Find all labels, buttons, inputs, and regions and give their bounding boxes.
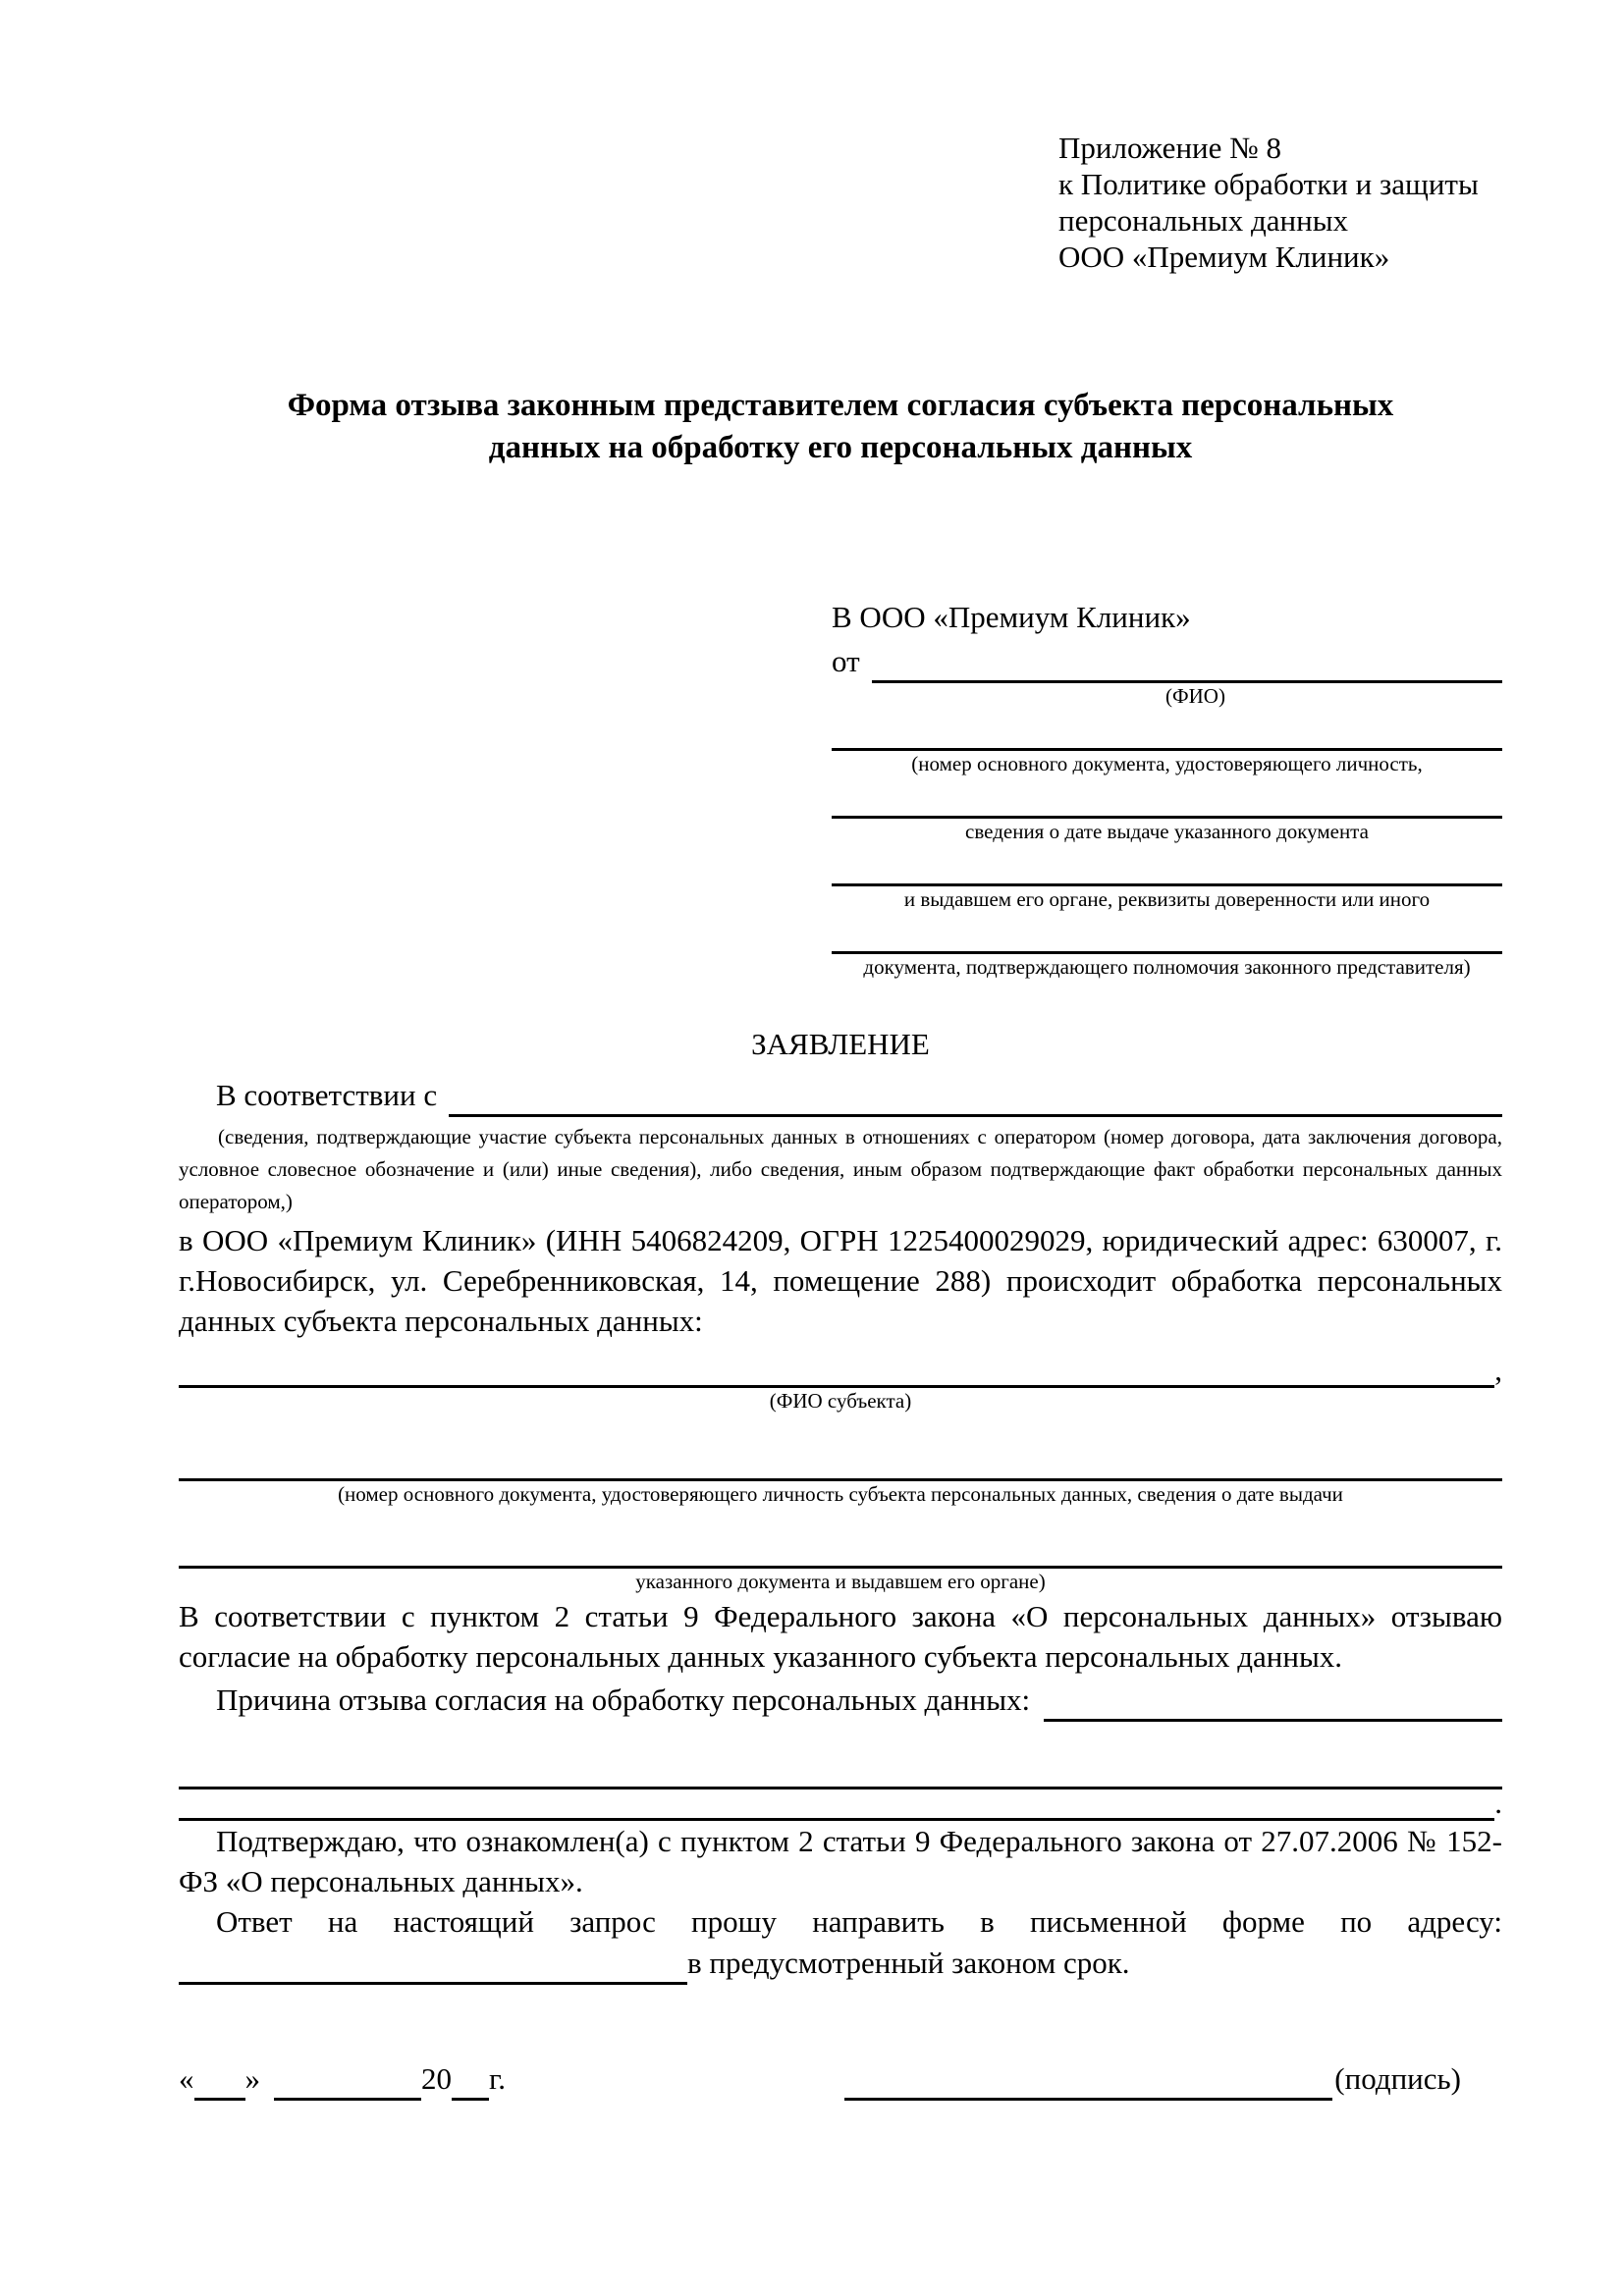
reason-blank-line-2 — [179, 1743, 1502, 1789]
addressee-to: В ООО «Премиум Клиник» — [832, 600, 1191, 634]
reason-row — [179, 1679, 1502, 1722]
reason-blank-line-3-row — [179, 1786, 1502, 1821]
intro-label: В соответствии с — [216, 1078, 438, 1112]
appendix-line-3: персональных данных — [1058, 203, 1349, 238]
representative-doc-blank-line-1 — [832, 724, 1502, 751]
date-year-prefix: 20 — [421, 2061, 452, 2096]
operator-paragraph: в ООО «Премиум Клиник» (ИНН 5406824209, ОГРН 1225400029029, юридический адрес: 630007, г. г.Новосибирск, ул. Серебренниковская, 14, помещение 288) происходит обработка персональных данных субъекта персональных данных: — [179, 1223, 1502, 1338]
signature-caption: (подпись) — [1334, 2061, 1461, 2096]
intro-caption: (сведения, подтверждающие участие субъекта персональных данных в отношениях с оператором (номер договора, дата заключения договора, условное словесное обозначение и (или) иные сведения), либо сведения, иным образом подтверждающие факт обработки персональных данных оператором,) — [179, 1125, 1502, 1213]
appendix-block — [1058, 130, 1502, 275]
representative-doc-caption-1: (номер основного документа, удостоверяющего личность, — [911, 752, 1423, 775]
intro-blank-line — [449, 1114, 1502, 1117]
subject-doc-caption-1: (номер основного документа, удостоверяющего личность субъекта персональных данных, сведения о дате выдачи — [338, 1482, 1343, 1506]
statement-heading: ЗАЯВЛЕНИЕ — [751, 1027, 930, 1061]
document-title: Форма отзыва законным представителем согласия субъекта персональных данных на обработку его персональных данных — [287, 388, 1394, 465]
subject-fio-caption: (ФИО субъекта) — [769, 1389, 912, 1413]
date-month-blank — [274, 2066, 421, 2101]
footer-row — [179, 2057, 1502, 2101]
subject-trailing-comma: , — [1494, 1353, 1502, 1387]
representative-doc-blank-line-4 — [832, 928, 1502, 954]
representative-doc-caption-2: сведения о дате выдаче указанного документа — [965, 820, 1369, 843]
from-label: от — [832, 644, 860, 678]
date-group — [179, 2057, 506, 2101]
from-row — [832, 640, 1502, 683]
signature-blank-line — [844, 2068, 1332, 2101]
fio-caption: (ФИО) — [1165, 684, 1225, 708]
subject-doc-caption-2: указанного документа и выдавшем его органе) — [635, 1570, 1046, 1593]
appendix-line-4: ООО «Премиум Клиник» — [1058, 240, 1390, 274]
subject-doc-blank-line-2 — [179, 1522, 1502, 1569]
representative-doc-caption-4: документа, подтверждающего полномочия законного представителя) — [863, 955, 1471, 979]
reply-tail: в предусмотренный законом срок. — [687, 1946, 1130, 1980]
confirm-paragraph: Подтверждаю, что ознакомлен(а) с пунктом 2 статьи 9 Федерального закона от 27.07.2006 № 152-ФЗ «О персональных данных». — [179, 1824, 1502, 1898]
subject-doc-blank-line-1 — [179, 1435, 1502, 1481]
appendix-line-1: Приложение № 8 — [1058, 131, 1281, 165]
reply-address-blank-line — [179, 1952, 687, 1985]
representative-doc-caption-3: и выдавшем его органе, реквизиты доверенности или иного — [903, 887, 1431, 911]
date-year-suffix: г. — [489, 2061, 506, 2096]
representative-doc-blank-line-2 — [832, 792, 1502, 819]
withdrawal-paragraph: В соответствии с пунктом 2 статьи 9 Федерального закона «О персональных данных» отзываю согласие на обработку персональных данных указанного субъекта персональных данных. — [179, 1599, 1502, 1674]
appendix-line-2: к Политике обработки и защиты — [1058, 167, 1479, 201]
date-quote-close: » — [244, 2061, 260, 2096]
date-day-blank — [194, 2066, 245, 2101]
reply-paragraph: Ответ на настоящий запрос прошу направить в письменной форме по адресу: — [216, 1904, 1502, 1939]
blank-trailing-period: . — [1494, 1786, 1502, 1820]
addressee-block — [832, 595, 1502, 980]
subject-fio-row — [179, 1351, 1502, 1388]
date-quote-open: « — [179, 2061, 194, 2096]
intro-row — [179, 1074, 1502, 1117]
representative-doc-blank-line-3 — [832, 860, 1502, 886]
reason-blank-line — [1044, 1719, 1502, 1722]
signature-group — [844, 2057, 1461, 2101]
reason-label: Причина отзыва согласия на обработку персональных данных: — [216, 1682, 1031, 1717]
date-year-blank — [452, 2066, 489, 2101]
reply-address-row — [179, 1942, 1502, 1985]
